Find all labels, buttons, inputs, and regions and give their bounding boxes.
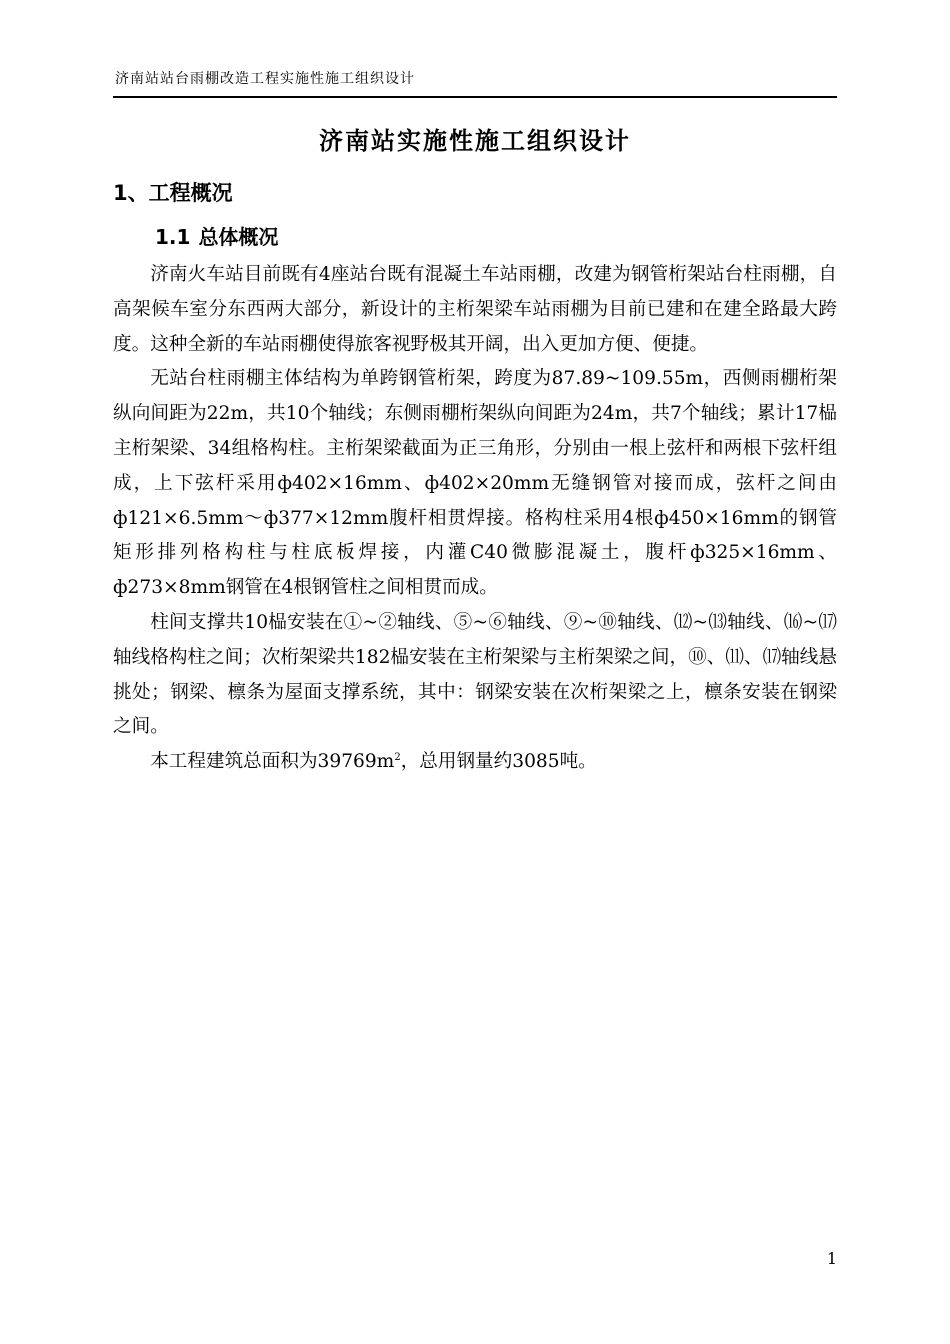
section-heading-1-1 xyxy=(155,222,278,252)
paragraph-area xyxy=(113,745,837,780)
steel-text: ，总用钢量约3085吨。 xyxy=(400,751,597,773)
document-title: 济南站实施性施工组织设计 xyxy=(319,127,631,155)
section-title: 总体概况 xyxy=(198,225,279,249)
header-divider xyxy=(113,96,837,98)
page-number: 1 xyxy=(826,1249,837,1268)
section-number: 1.1 xyxy=(155,225,191,249)
area-superscript: 2 xyxy=(394,751,401,763)
body-text xyxy=(113,258,837,780)
paragraph-overview: 济南火车站目前既有4座站台既有混凝土车站雨棚，改建为钢管桁架站台柱雨棚，自高架候车室分东西两大部分，新设计的主桁架梁车站雨棚为目前已建和在建全路最大跨度。这种全新的车站雨棚使得旅客视野极其开阔，出入更加方便、便捷。 xyxy=(113,264,837,355)
area-text: 本工程建筑总面积为39769m xyxy=(150,751,395,773)
paragraph-structure: 无站台柱雨棚主体结构为单跨钢管桁架，跨度为87.89~109.55m，西侧雨棚桁架纵向间距为22m，共10个轴线；东侧雨棚桁架纵向间距为24m，共7个轴线；累计17榀主桁架梁、34组格构柱。主桁架梁截面为正三角形，分别由一根上弦杆和两根下弦杆组成，上下弦杆采用ф402×16mm、ф402×20mm无缝钢管对接而成，弦杆之间由ф121×6.5mm～ф377×12mm腹杆相贯焊接。格构柱采用4根ф450×16mm的钢管矩形排列格构柱与柱底板焊接，内灌C40微膨混凝土，腹杆ф325×16mm、ф273×8mm钢管在4根钢管柱之间相贯而成。 xyxy=(113,368,837,599)
paragraph-bracing: 柱间支撑共10榀安装在①~②轴线、⑤~⑥轴线、⑨~⑩轴线、⑿~⒀轴线、⒃~⒄轴线格构柱之间；次桁架梁共182榀安装在主桁架梁与主桁架梁之间，⑩、⑾、⒄轴线悬挑处；钢梁、檩条为屋面支撑系统，其中：钢梁安装在次桁架梁之上，檩条安装在钢梁之间。 xyxy=(113,611,837,738)
section-heading-1: 1、工程概况 xyxy=(113,181,233,205)
running-header: 济南站站台雨棚改造工程实施性施工组织设计 xyxy=(115,71,415,87)
